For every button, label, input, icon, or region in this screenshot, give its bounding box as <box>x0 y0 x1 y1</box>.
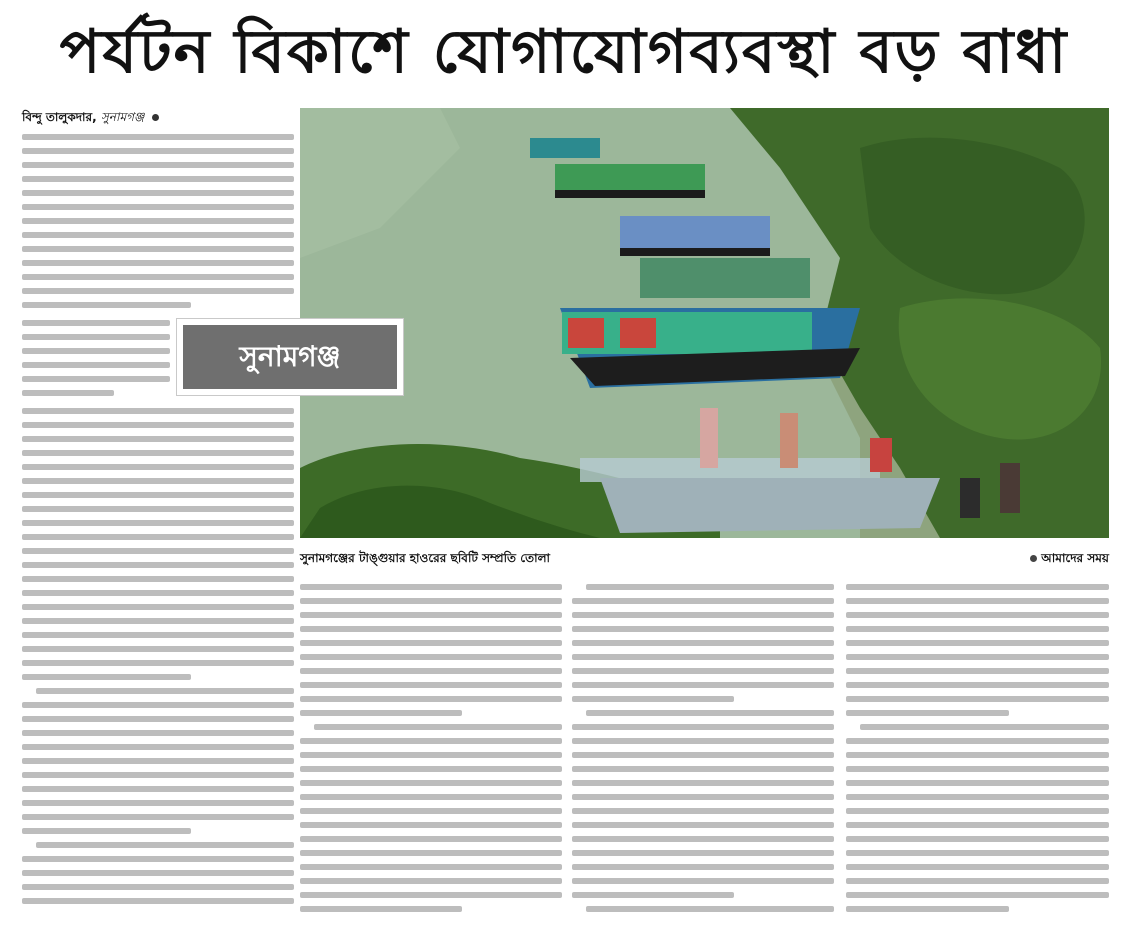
column-4 <box>846 576 1109 940</box>
column-1-beside-tag <box>22 312 170 400</box>
credit-bullet-icon <box>1030 555 1037 562</box>
headline: পর্যটন বিকাশে যোগাযোগব্যবস্থা বড় বাধা <box>59 17 1069 87</box>
column-2 <box>300 576 562 940</box>
photo-credit <box>960 548 1109 568</box>
column-1-upper <box>22 126 294 312</box>
byline <box>22 108 302 126</box>
column-3 <box>572 576 834 940</box>
byline-bullet-icon <box>152 114 159 121</box>
map-tag-label: সুনামগঞ্জ <box>183 325 397 389</box>
byline-author: বিন্দু তালুকদার, <box>22 110 97 124</box>
news-photo-tanguar-haor <box>300 108 1109 538</box>
photo-caption: সুনামগঞ্জের টাঙ্গুয়ার হাওরের ছবিটি সম্প্রতি তোলা <box>300 551 550 565</box>
byline-place: সুনামগঞ্জ <box>100 110 145 124</box>
column-1-lower <box>22 400 294 940</box>
map-tag <box>176 318 404 396</box>
photo-credit-label: আমাদের সময় <box>1041 551 1109 565</box>
